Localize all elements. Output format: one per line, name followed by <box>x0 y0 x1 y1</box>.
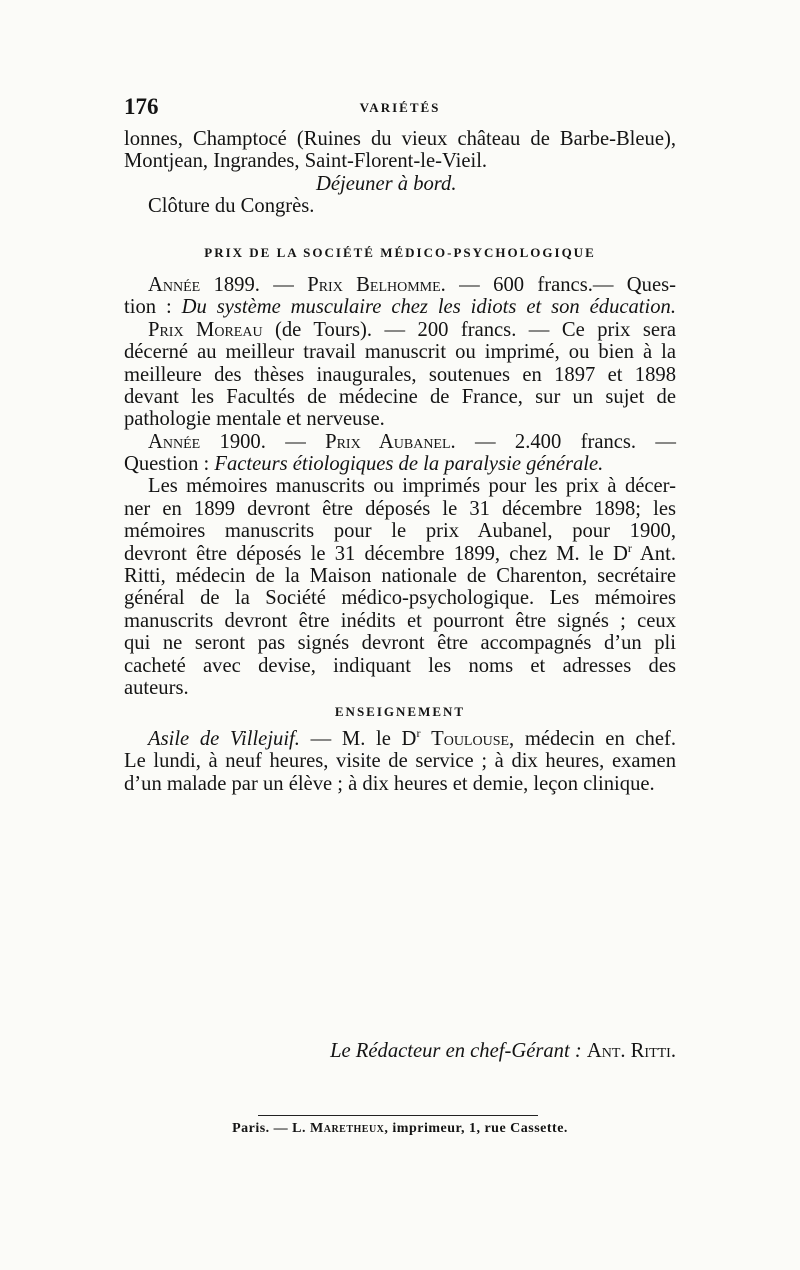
section-heading-enseignement: ENSEIGNEMENT <box>334 704 466 720</box>
teaching-line: Asile de Villejuif. — M. le $D^r$ Toulouse, médecin en chef. <box>148 725 676 750</box>
page-number: 176 <box>124 94 159 119</box>
memoir-line: Les mémoires manuscrits ou imprimés pour les prix à décer- <box>148 475 676 498</box>
signature-name: Ant. Ritti. <box>586 1040 676 1062</box>
teaching-line: Le lundi, à neuf heures, visite de service ; à dix heures, examen <box>124 750 676 773</box>
doctor-name: Toulouse <box>431 727 510 750</box>
prize-name: Prix Belhomme <box>307 273 441 296</box>
annee-label: Année <box>148 430 201 453</box>
prize-line: tion : Du système musculaire chez les idiots et son éducation. <box>124 296 676 319</box>
prize-line: pathologie mentale et nerveuse. <box>124 408 385 431</box>
excursion-line: Montjean, Ingrandes, Saint-Florent-le-Vieil. <box>124 150 488 173</box>
memoir-line: ner en 1899 devront être déposés le 31 décembre 1898; les <box>124 497 676 520</box>
teaching-line: d’un malade par un élève ; à dix heures et demie, leçon clinique. <box>124 772 655 795</box>
printer-footer: Paris. — L. Maretheux, imprimeur, 1, rue Cassette. <box>232 1121 568 1136</box>
prize-line: devant les Facultés de médecine de France, sur un sujet de <box>124 385 676 408</box>
running-head: VARIÉTÉS <box>359 100 441 115</box>
prize-line: décerné au meilleur travail manuscrit ou imprimé, ou bien à la <box>124 341 676 364</box>
question-text: Facteurs étiologiques de la paralysie générale. <box>214 453 604 476</box>
question-text: Du système musculaire chez les idiots et son éducation. <box>181 296 676 319</box>
closing-note: Clôture du Congrès. <box>148 195 315 218</box>
memoir-line: manuscrits devront être inédits et pourront être signés ; ceux <box>124 609 676 632</box>
prize-name: Prix Moreau <box>148 318 263 341</box>
prize-line: Prix Moreau (de Tours). — 200 francs. — Ce prix sera <box>148 318 676 341</box>
memoir-line: général de la Société médico-psychologique. Les mémoires <box>124 587 676 610</box>
printer-name: Maretheux <box>310 1121 385 1136</box>
prize-line: Année 1900. — Prix Aubanel. — 2.400 francs. — <box>148 430 676 453</box>
footer-rule <box>258 1115 538 1116</box>
prize-line: Année 1899. — Prix Belhomme. — 600 francs.— Ques- <box>148 273 676 296</box>
excursion-line: lonnes, Champtocé (Ruines du vieux château de Barbe-Bleue), <box>124 128 676 150</box>
memoir-line: qui ne seront pas signés devront être accompagnés d’un pli <box>124 632 676 655</box>
memoir-line: Ritti, médecin de la Maison nationale de Charenton, secrétaire <box>124 565 676 588</box>
lunch-note: Déjeuner à bord. <box>316 172 457 195</box>
prize-name: Prix Aubanel <box>325 430 451 453</box>
page-header <box>124 94 676 122</box>
memoir-line: auteurs. <box>124 677 189 699</box>
memoir-line: devront être déposés le 31 décembre 1899, chez M. le $D^r$ Ant. <box>124 540 676 565</box>
prize-line: Question : Facteurs étiologiques de la paralysie générale. <box>124 453 604 476</box>
prize-line: meilleure des thèses inaugurales, soutenues en 1897 et 1898 <box>124 363 676 386</box>
signature-title: Le Rédacteur en chef-Gérant : <box>330 1040 582 1062</box>
memoir-line: cacheté avec devise, indiquant les noms et adresses des <box>124 654 676 677</box>
memoir-line: mémoires manuscrits pour le prix Aubanel, pour 1900, <box>124 520 676 543</box>
section-heading-prix: PRIX DE LA SOCIÉTÉ MÉDICO-PSYCHOLOGIQUE <box>204 244 596 260</box>
asylum-name: Asile de Villejuif. <box>148 727 300 750</box>
page-body <box>124 128 676 795</box>
annee-label: Année <box>148 273 201 296</box>
editor-signature <box>124 1040 676 1063</box>
